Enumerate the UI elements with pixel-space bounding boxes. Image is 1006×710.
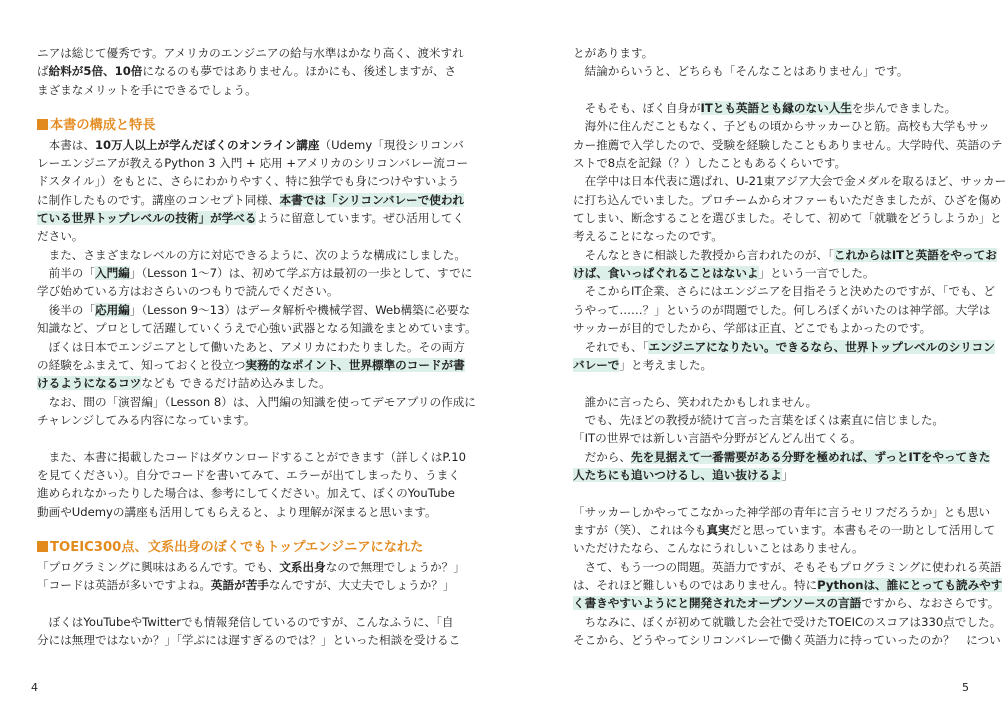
section-heading-text: 本書の構成と特長 [50,118,156,134]
body-text: レーエンジニアが教えるPython 3 入門 + 応用 +アメリカのシリコンバレー流コー [37,156,469,171]
text-line [573,301,991,319]
body-text: 」（Lesson 1〜7）は、初めて学ぶ方は最初の一歩として、すでに [129,266,473,281]
highlighted-text: エンジニアになりたい。できるなら、世界トップレベルのシリコン [648,339,995,354]
text-line [37,172,460,190]
page-number-left: 4 [31,681,38,694]
body-text: 知識など、プロとして活躍していくうえで心強い武器となる知識をまとめています。 [37,321,477,336]
highlighted-text: ITとも英語とも縁のない人生 [700,101,852,116]
text-line [37,246,466,264]
body-text: なんですが、大丈夫でしょうか？」 [268,577,455,592]
page-number-right: 5 [962,681,969,694]
body-text: になるのも夢ではありません。ほかにも、後述しますが、さ [142,64,457,79]
body-text: の経験をふまえて、知っておくと役立つ [37,357,246,372]
right-page [573,44,1006,649]
blank-line [37,521,431,539]
body-text: サッカーが目的でしたから、学部は正直、どこでもよかったのです。 [573,321,932,336]
body-text: だと思っています。本書もその一助として活用して [729,522,996,537]
heading-square-icon [37,119,48,130]
body-text: さて、もう一つの問題。英語力ですが、そもそもプログラミングに使われる英語 [573,559,1002,574]
text-line [573,594,1000,612]
body-text: 分には無理ではないか？」「学ぶには遅すぎるのでは？」といった相談を受けるこ [37,633,461,647]
text-line [37,466,460,484]
text-line [573,448,991,466]
body-text: 「プログラミングに興味はあるんです。でも、 [37,559,280,574]
text-line [573,613,1002,631]
text-line [37,264,473,282]
text-line [573,631,1001,649]
highlighted-text: 人たちにも追いつけるし、追い抜けるよ [573,467,782,482]
section-heading-text: TOEIC300点、文系出身のぼくでもトップエンジニアになれた [50,540,424,556]
text-line [37,154,469,172]
highlighted-text: ている世界トップレベルの技術」が学べる [37,211,257,226]
body-text: 」 [781,467,794,482]
body-text: なども できるだけ詰め込みました。 [141,376,331,391]
body-text: そもそも、ぼく自身が [573,101,701,116]
bold-text: 文系出身 [279,559,326,574]
blank-line [573,484,967,502]
body-text: を見てください）。自分でコードを書いてみて、エラーが出てしまったり、うまく [37,467,460,482]
text-line [573,136,1003,154]
body-text: ちなみに、ぼくが初めて就職した会社で受けたTOEICのスコアは330点でした。 [573,614,1002,629]
body-text: ように留意しています。ぜひ活用してく [256,211,465,226]
body-text: を歩んできました。 [851,101,957,116]
body-text: なので無理でしょうか？」 [325,559,465,574]
text-line [37,338,465,356]
text-line [37,81,431,99]
text-line [37,282,431,300]
blank-line [37,594,431,612]
text-line [37,356,465,374]
body-text: なお、間の「演習編」（Lesson 8）は、入門編の知識を使ってデモアプリの作成に [37,394,476,409]
text-line [573,411,967,429]
text-line [573,191,1002,209]
highlighted-text: 応用編 [94,302,130,317]
body-text: 動画やUdemyの講座も活用してもらえると、より理解が深まると思います。 [37,504,437,519]
text-line [573,99,967,117]
body-text: ストで8点を記録（？）したこともあるくらいです。 [573,156,847,171]
body-text: いただけたなら、こんなにうれしいことはありません。 [573,541,864,556]
body-text: でも、先ほどの教授が続けて言った言葉をぼくは素直に信じました。 [573,412,945,427]
body-text: 本書は、 [37,137,95,152]
text-line [573,356,967,374]
body-text: また、さまざまなレベルの方に対応できるように、次のような構成にしました。 [37,247,466,262]
text-line [37,136,464,154]
bold-text: 真実 [706,522,730,537]
body-text: 結論からいうと、どちらも「そんなことはありません」です。 [573,64,909,79]
body-text: また、本書に掲載したコードはダウンロードすることができます（詳しくはP.10 [37,449,467,464]
body-text: 「ITの世界では新しい言語や分野がどんどん出てくる。 [573,431,862,446]
body-text: 」と考えました。 [619,357,713,372]
bold-text: 英語が苦手 [210,577,269,592]
body-text: チャレンジしてみる内容になっています。 [37,412,256,427]
text-line [37,393,476,411]
text-line [573,338,995,356]
text-line [573,429,967,447]
highlighted-text: Pythonは、誰にとっても読みやす [817,577,1003,592]
body-text: ぼくはYouTubeやTwitterでも情報発信しているのですが、こんなふうに、「自 [37,614,454,629]
blank-line [573,374,967,392]
body-text: に打ち込んでいました。プロチームからオファーもいただきましたが、ひざを傷め [573,192,1002,207]
text-line [37,576,455,594]
blank-line [37,99,431,117]
highlighted-text: バレーで [573,357,620,372]
blank-line [573,81,967,99]
body-text: まざまなメリットを手にできるでしょう。 [37,82,257,97]
body-text: ぼくは日本でエンジニアとして働いたあと、アメリカにわたりました。その両方 [37,339,465,354]
body-text: 」という一言でした。 [758,266,875,281]
highlighted-text: く書きやすいようにと開発されたオープンソースの言語 [573,596,862,611]
text-line [573,154,967,172]
body-text: （Udemy「現役シリコンバ [319,137,464,152]
text-line [573,44,967,62]
body-text: ですから、なおさらです。 [861,596,1000,611]
body-text: ニアは総じて優秀です。アメリカのエンジニアの給与水準はかなり高く、渡米すれ [37,46,464,60]
body-text: 「サッカーしかやってこなかった神学部の青年に言うセリフだろうか」とも思い [573,504,991,519]
text-line [573,576,1003,594]
highlighted-text: 本書では「シリコンバレーで使われ [279,192,465,207]
highlighted-text: 実務的なポイント、世界標準のコードが書 [245,357,465,372]
text-line [573,539,967,557]
text-line [37,503,437,521]
body-text: 在学中は日本代表に選ばれ、U-21東アジア大会で金メダルを取るほど、サッカー [573,174,1006,189]
text-line [573,264,967,282]
section-heading [37,539,431,557]
body-text: 」（Lesson 9〜13）はデータ解析や機械学習、Web構築に必要な [129,302,471,317]
text-line [573,209,1002,227]
text-line [573,246,997,264]
text-line [573,319,967,337]
body-text: ば [37,64,49,79]
body-text: に制作したものです。講座のコンセプト同様、 [37,192,280,207]
text-line [37,448,467,466]
body-text: とがあります。 [573,46,654,60]
body-text: 「コードは英語が多いですよね。 [37,577,211,592]
body-text: そんなときに相談した教授から言われたのが、「 [573,247,834,262]
body-text: だから、 [573,449,631,464]
body-text: それでも、「 [573,339,649,354]
text-line [37,191,465,209]
text-line [37,613,454,631]
body-text: 後半の「 [37,302,95,317]
body-text: 考えることになったのです。 [573,229,723,244]
text-line [573,282,995,300]
text-line [573,466,967,484]
highlighted-text: けるようになるコツ [37,376,142,391]
text-line [573,227,967,245]
text-line [573,117,990,135]
body-text: そこから、どうやってシリコンバレーで働く英語力に持っていったのか？ につい [573,633,1001,647]
left-page [37,44,477,649]
body-text: 海外に住んだこともなく、子どもの頃からサッカーひと筋。高校も大学もサッ [573,119,990,134]
body-text: 誰かに言ったら、笑われたかもしれません。 [573,394,818,409]
text-line [37,301,471,319]
body-text: うやって……？」というのが問題でした。何しろぼくがいたのは神学部。大学は [573,302,991,317]
highlighted-text: これからはITと英語をやってお [833,247,997,262]
text-line [37,209,465,227]
text-line [37,227,431,245]
text-line [37,62,457,80]
body-text: ドスタイル」）をもとに、さらにわかりやすく、特に独学でも身につけやすいよう [37,174,460,189]
text-line [37,374,431,392]
body-text: ますが（笑）、これは今も [573,522,707,537]
body-text: てしまい、断念することを選びました。そして、初めて「就職をどうしようか」と [573,211,1002,226]
text-line [37,558,465,576]
body-text: 進められなかったりした場合は、参考にしてください。加えて、ぼくのYouTube [37,486,455,501]
text-line [573,503,991,521]
text-line [573,172,1006,190]
text-line [573,558,1002,576]
highlighted-text: 先を見据えて一番需要がある分野を極めれば、ずっとITをやってきた [630,449,991,464]
highlighted-text: けば、食いっぱぐれることはないよ [573,266,759,281]
body-text: 前半の「 [37,266,95,281]
text-line [37,631,461,649]
bold-text: 給料が5倍、10倍 [48,64,143,79]
text-line [37,411,431,429]
body-text: そこからIT企業、さらにはエンジニアを目指そうと決めたのですが、「でも、ど [573,284,995,299]
text-line [37,484,455,502]
text-line [573,62,967,80]
section-heading [37,117,431,135]
text-line [37,319,477,337]
bold-text: 10万人以上が学んだぼくのオンライン講座 [94,137,320,152]
body-text: は、それほど難しいものではありません。特に [573,577,818,592]
text-line [37,44,464,62]
highlighted-text: 入門編 [94,266,130,281]
body-text: ださい。 [37,229,84,244]
blank-line [37,429,431,447]
body-text: 学び始めている方はおさらいのつもりで読んでください。 [37,284,339,299]
text-line [573,521,996,539]
body-text: カー推薦で入学したので、受験を経験したこともありません。大学時代、英語のテ [573,137,1003,152]
heading-square-icon [37,541,48,552]
text-line [573,393,967,411]
